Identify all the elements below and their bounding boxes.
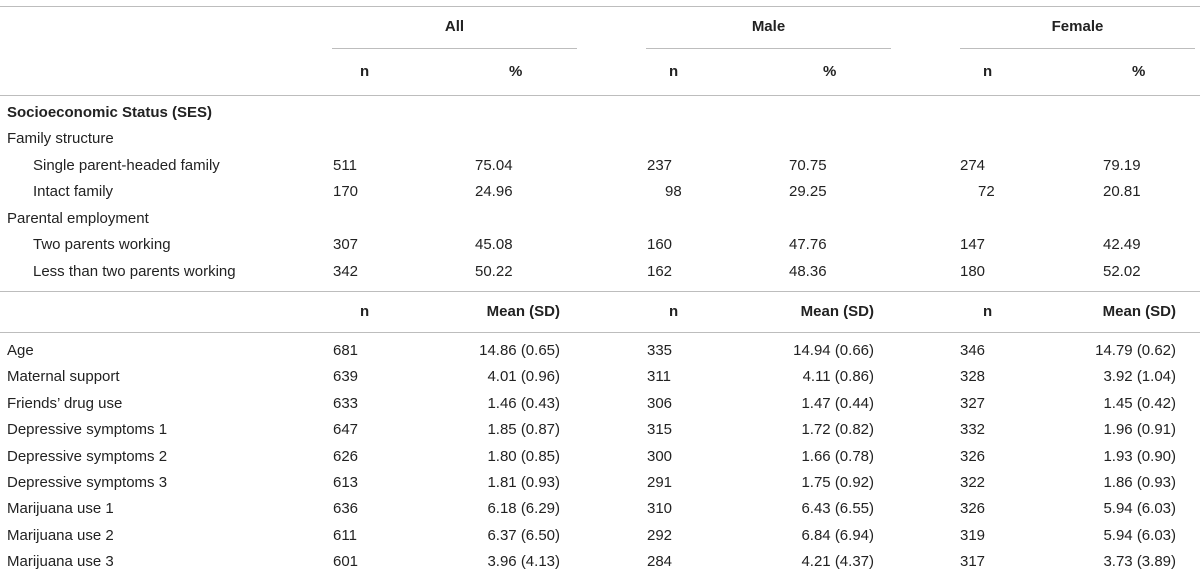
cell-value: 48.36 bbox=[789, 263, 827, 280]
cell-value: 162 bbox=[647, 263, 673, 280]
subheader-mean-sd: Mean (SD) bbox=[486, 303, 560, 320]
cell-value: 511 bbox=[333, 157, 357, 174]
cell-value: 1.47 (0.44) bbox=[801, 395, 874, 412]
subheader-rule bbox=[0, 95, 1200, 96]
top-rule bbox=[0, 6, 1200, 7]
cell-value: 42.49 bbox=[1103, 236, 1141, 253]
cell-value: 306 bbox=[647, 395, 673, 412]
cell-value: 180 bbox=[960, 263, 986, 280]
cell-value: 317 bbox=[960, 553, 986, 570]
cell-value: 611 bbox=[333, 527, 357, 544]
row-label: Depressive symptoms 1 bbox=[7, 421, 168, 438]
subheader-n: n bbox=[669, 63, 679, 80]
subheader-n: n bbox=[360, 303, 370, 320]
group-header-female: Female bbox=[1051, 18, 1104, 35]
cell-value: 335 bbox=[647, 342, 673, 359]
cell-value: 319 bbox=[960, 527, 986, 544]
row-label: Intact family bbox=[33, 183, 114, 200]
cell-value: 300 bbox=[647, 448, 673, 465]
cell-value: 45.08 bbox=[475, 236, 513, 253]
cell-value: 1.86 (0.93) bbox=[1103, 474, 1176, 491]
cell-value: 633 bbox=[333, 395, 359, 412]
cell-value: 3.92 (1.04) bbox=[1103, 368, 1176, 385]
cell-value: 237 bbox=[647, 157, 673, 174]
row-label: Two parents working bbox=[33, 236, 171, 253]
subheader-n: n bbox=[360, 63, 370, 80]
cell-value: 24.96 bbox=[475, 183, 513, 200]
row-label: Age bbox=[7, 342, 34, 359]
row-label: Marijuana use 3 bbox=[7, 553, 114, 570]
cell-value: 50.22 bbox=[475, 263, 513, 280]
row-label: Less than two parents working bbox=[33, 263, 236, 280]
cell-value: 98 bbox=[665, 183, 682, 200]
cell-value: 1.66 (0.78) bbox=[801, 448, 874, 465]
row-label: Marijuana use 2 bbox=[7, 527, 114, 544]
cell-value: 274 bbox=[960, 157, 986, 174]
cell-value: 328 bbox=[960, 368, 986, 385]
category-label: Family structure bbox=[7, 130, 114, 147]
cell-value: 4.01 (0.96) bbox=[487, 368, 560, 385]
row-label: Friends’ drug use bbox=[7, 395, 123, 412]
cell-value: 14.86 (0.65) bbox=[479, 342, 560, 359]
cell-value: 75.04 bbox=[475, 157, 513, 174]
cell-value: 72 bbox=[978, 183, 995, 200]
cell-value: 310 bbox=[647, 500, 673, 517]
row-label: Depressive symptoms 3 bbox=[7, 474, 168, 491]
cell-value: 1.81 (0.93) bbox=[487, 474, 560, 491]
cell-value: 681 bbox=[333, 342, 359, 359]
row-label: Single parent-headed family bbox=[33, 157, 220, 174]
row-label: Depressive symptoms 2 bbox=[7, 448, 168, 465]
cell-value: 346 bbox=[960, 342, 986, 359]
group-rule-male bbox=[646, 48, 891, 49]
cell-value: 601 bbox=[333, 553, 359, 570]
cell-value: 20.81 bbox=[1103, 183, 1141, 200]
cell-value: 1.93 (0.90) bbox=[1103, 448, 1176, 465]
cell-value: 326 bbox=[960, 448, 986, 465]
cell-value: 639 bbox=[333, 368, 359, 385]
cell-value: 332 bbox=[960, 421, 986, 438]
cell-value: 52.02 bbox=[1103, 263, 1141, 280]
cell-value: 3.73 (3.89) bbox=[1103, 553, 1176, 570]
cell-value: 6.18 (6.29) bbox=[487, 500, 560, 517]
subheader-pct: % bbox=[1132, 63, 1146, 80]
cell-value: 3.96 (4.13) bbox=[487, 553, 560, 570]
cell-value: 327 bbox=[960, 395, 986, 412]
cell-value: 5.94 (6.03) bbox=[1103, 527, 1176, 544]
cell-value: 1.80 (0.85) bbox=[487, 448, 560, 465]
cell-value: 1.96 (0.91) bbox=[1103, 421, 1176, 438]
cell-value: 1.85 (0.87) bbox=[487, 421, 560, 438]
cell-value: 307 bbox=[333, 236, 359, 253]
cell-value: 636 bbox=[333, 500, 359, 517]
cell-value: 311 bbox=[647, 368, 671, 385]
group-header-male: Male bbox=[751, 18, 786, 35]
cell-value: 147 bbox=[960, 236, 986, 253]
group-rule-all bbox=[332, 48, 577, 49]
cell-value: 70.75 bbox=[789, 157, 827, 174]
cell-value: 626 bbox=[333, 448, 359, 465]
cell-value: 1.45 (0.42) bbox=[1103, 395, 1176, 412]
cell-value: 613 bbox=[333, 474, 359, 491]
cell-value: 79.19 bbox=[1103, 157, 1141, 174]
subheader-mean-sd: Mean (SD) bbox=[800, 303, 874, 320]
cell-value: 292 bbox=[647, 527, 673, 544]
cell-value: 4.11 (0.86) bbox=[802, 368, 874, 385]
cell-value: 322 bbox=[960, 474, 986, 491]
cell-value: 1.75 (0.92) bbox=[801, 474, 874, 491]
subheader-mean-sd: Mean (SD) bbox=[1102, 303, 1176, 320]
subheader-n: n bbox=[983, 303, 993, 320]
cell-value: 47.76 bbox=[789, 236, 827, 253]
cell-value: 14.94 (0.66) bbox=[793, 342, 874, 359]
cell-value: 6.84 (6.94) bbox=[801, 527, 874, 544]
row-label: Maternal support bbox=[7, 368, 120, 385]
cell-value: 6.43 (6.55) bbox=[801, 500, 874, 517]
row-label: Marijuana use 1 bbox=[7, 500, 114, 517]
cell-value: 342 bbox=[333, 263, 359, 280]
category-label: Parental employment bbox=[7, 210, 149, 227]
cell-value: 647 bbox=[333, 421, 359, 438]
cell-value: 1.46 (0.43) bbox=[487, 395, 560, 412]
section-divider-rule bbox=[0, 291, 1200, 292]
cell-value: 315 bbox=[647, 421, 673, 438]
group-header-all: All bbox=[444, 18, 465, 35]
cell-value: 6.37 (6.50) bbox=[487, 527, 560, 544]
cell-value: 5.94 (6.03) bbox=[1103, 500, 1176, 517]
subheader-n: n bbox=[983, 63, 993, 80]
cell-value: 291 bbox=[647, 474, 673, 491]
cell-value: 1.72 (0.82) bbox=[801, 421, 874, 438]
subheader-pct: % bbox=[823, 63, 837, 80]
cell-value: 4.21 (4.37) bbox=[801, 553, 874, 570]
cell-value: 29.25 bbox=[789, 183, 827, 200]
cell-value: 160 bbox=[647, 236, 673, 253]
subheader-n: n bbox=[669, 303, 679, 320]
cell-value: 170 bbox=[333, 183, 359, 200]
subheader-pct: % bbox=[509, 63, 523, 80]
group-rule-female bbox=[960, 48, 1195, 49]
mean-subheader-rule bbox=[0, 332, 1200, 333]
cell-value: 14.79 (0.62) bbox=[1095, 342, 1176, 359]
section-title: Socioeconomic Status (SES) bbox=[7, 104, 213, 121]
cell-value: 326 bbox=[960, 500, 986, 517]
cell-value: 284 bbox=[647, 553, 673, 570]
